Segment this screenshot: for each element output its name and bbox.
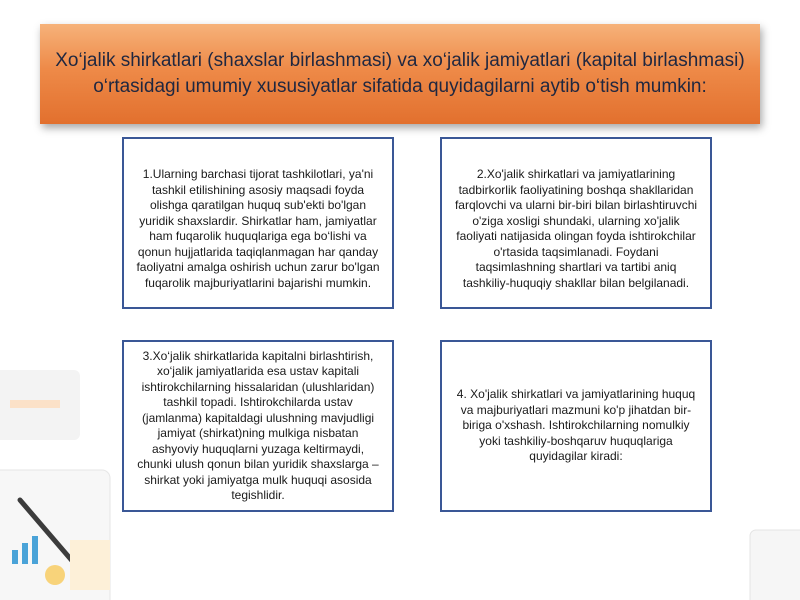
decorative-clipboard-illustration [0,360,130,600]
chart-bar-3 [32,536,38,564]
slide-title: Xo‘jalik shirkatlari (shaxslar birlashmasi) va xo‘jalik jamiyatlari (kapital birlashmasi) o‘rtasidagi umumiy xususiyatlar sifatida quyidagilarni aytib o‘tish mumkin: [55,49,745,97]
decorative-corner-illustration [740,520,800,600]
feature-card-2-text: 2.Xo'jalik shirkatlari va jamiyatlarining tadbirkorlik faoliyatining boshqa shakllaridan farqlovchi va ularni bir-biri bilan birlashtiruvchi o'ziga xosligi shundaki, ularning xo'jalik faoliyati natijasida olingan foyda ishtirokchilar o'rtasida taqsimlanadi. Foydani taqsimlashning shartlari va tartibi aniq tashkiliy-huquqiy shakllar bilan belgilanadi. [454,167,698,290]
sticky-dot-shape [45,565,65,585]
feature-card-1 [122,137,394,309]
title-banner [40,24,760,124]
chart-bar-1 [12,550,18,564]
paper-stripe-shape [10,400,60,408]
feature-card-3-text: 3.Xo‘jalik shirkatlarida kapitalni birlashtirish, xo‘jalik jamiyatlarida esa ustav kapitali ishtirokchilarning hissalaridan (ulushlaridan) tashkil topadi. Ishtirokchilarda ustav (jamlanma) kapitaldagi ulushning mavjudligi jamiyat (shirkat)ning mulkiga nisbatan ashyoviy huquqlarni yuzaga keltirmaydi, chunki ulush qonun bilan yuridik shaxslarga – shirkat yoki jamiyatga mulk huquqi asosida tegishlidir. [137,348,379,502]
feature-card-1-text: 1.Ularning barchasi tijorat tashkilotlari, ya'ni tashkil etilishining asosiy maqsadi foyda olishga qaratilgan huquq sub'ekti bo'lgan yuridik shaxslardir. Shirkatlar ham, jamiyatlar ham fuqarolik huquqlariga ega bo‘lishi va qonun hujjatlarida taqiqlanmagan har qanday faoliyatni amalga oshirish uchun zarur bo'lgan fuqarolik majburiyatlarini bajarishi mumkin. [136,167,380,290]
feature-card-4-text: 4. Xo'jalik shirkatlari va jamiyatlarining huquq va majburiyatlari mazmuni ko'p jihatdan bir-biriga o'xshash. Ishtirokchilarning nomulkiy yoki tashkiliy-boshqaruv huquqlariga quyidagilar kiradi: [456,387,696,464]
feature-card-2 [440,137,712,309]
note-shape [70,540,110,590]
feature-card-4 [440,340,712,512]
corner-paper-shape [750,530,800,600]
feature-card-3 [122,340,394,512]
chart-bar-2 [22,543,28,564]
